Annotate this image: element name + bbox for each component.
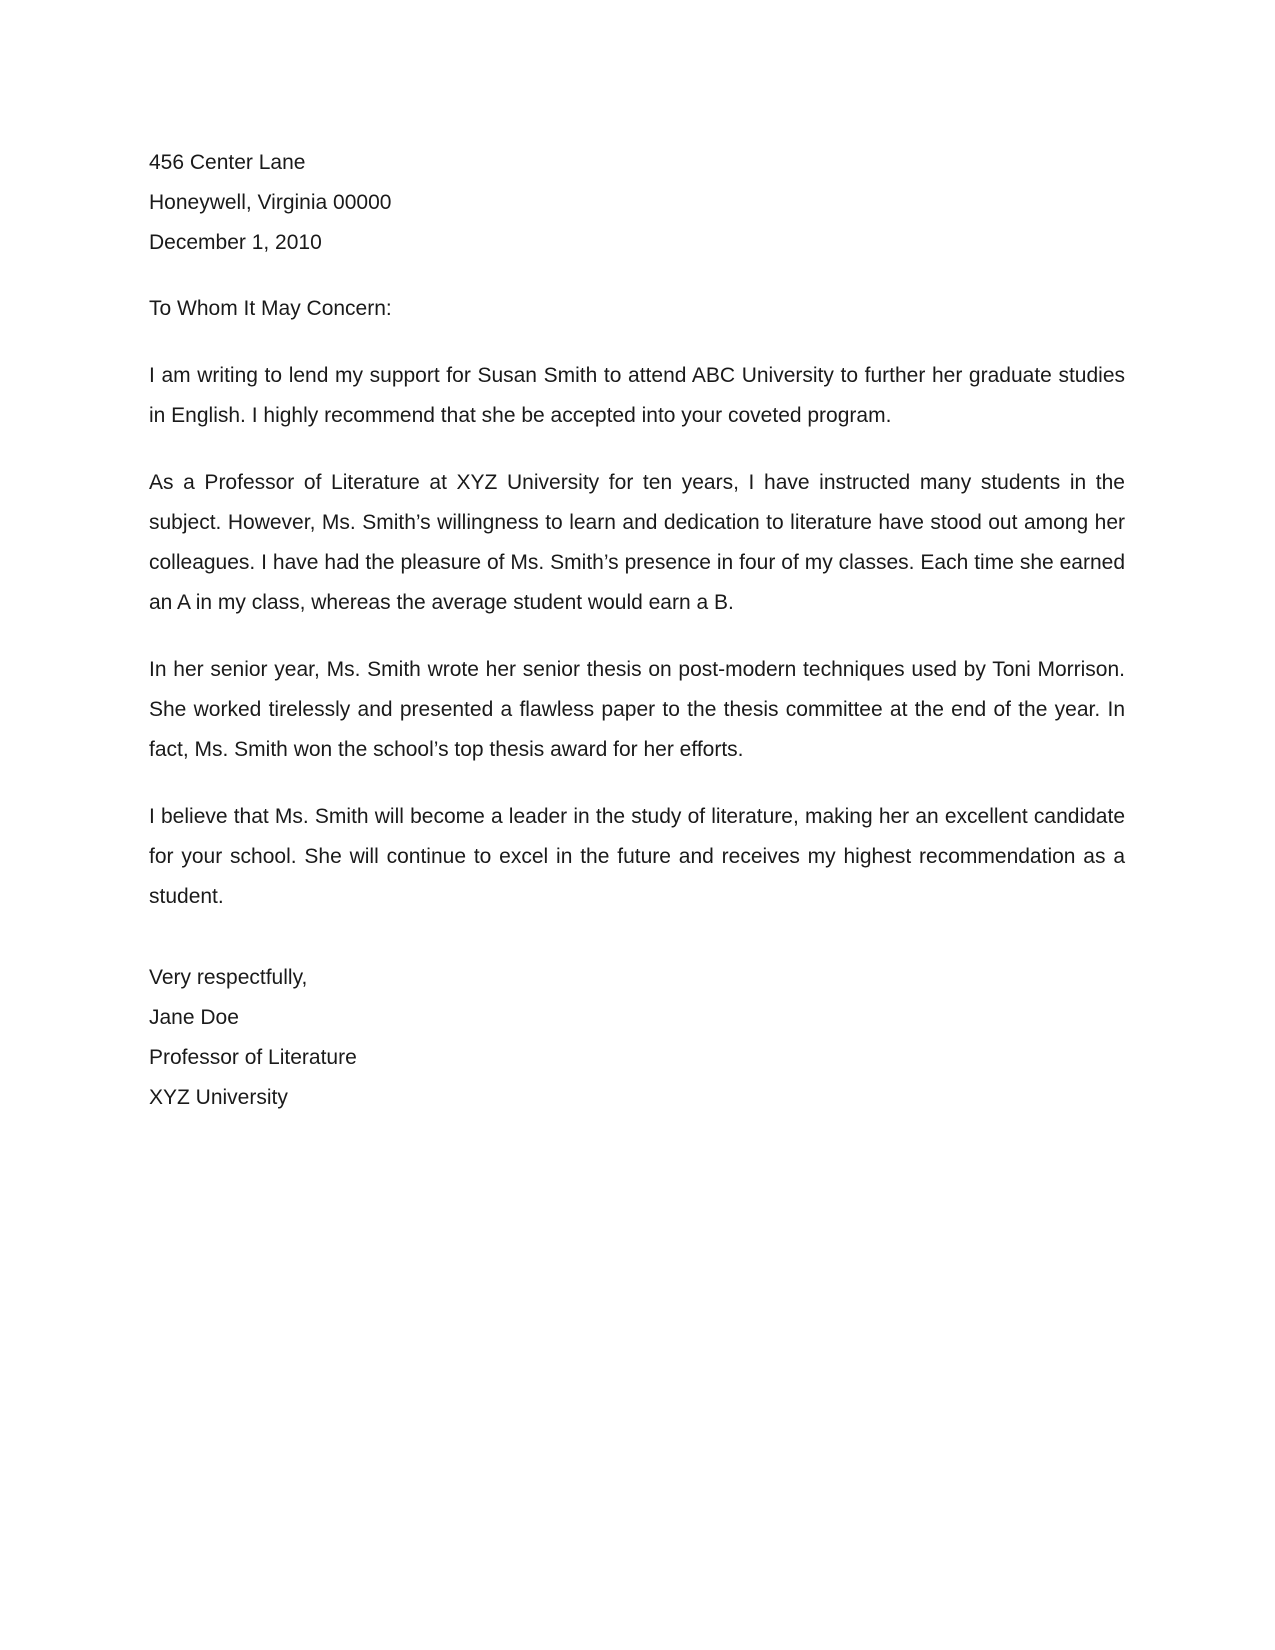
sender-street: 456 Center Lane: [149, 151, 306, 174]
signer-title: Professor of Literature: [149, 1046, 357, 1069]
valediction: Very respectfully,: [149, 966, 308, 989]
sender-city-state-zip: Honeywell, Virginia 00000: [149, 191, 392, 214]
body-paragraph-4: I believe that Ms. Smith will become a leader in the study of literature, making her an excellent candidate for your school. She will continue to excel in the future and receives my highest recommendation as a student.: [149, 805, 1125, 908]
letter-date: December 1, 2010: [149, 231, 322, 254]
signer-name: Jane Doe: [149, 1006, 239, 1029]
signer-institution: XYZ University: [149, 1086, 288, 1109]
body-paragraph-3: In her senior year, Ms. Smith wrote her senior thesis on post-modern techniques used by Toni Morrison. She worked tirelessly and presented a flawless paper to the thesis committee at the end of the year. In fact, Ms. Smith won the school’s top thesis award for her efforts.: [149, 658, 1125, 761]
recommendation-letter: [149, 143, 1125, 1118]
salutation: To Whom It May Concern:: [149, 297, 392, 320]
closing-signature-block: [149, 958, 1125, 1118]
body-paragraph-1: I am writing to lend my support for Susan Smith to attend ABC University to further her graduate studies in English. I highly recommend that she be accepted into your coveted program.: [149, 364, 1125, 427]
letter-body: [149, 356, 1125, 917]
body-paragraph-2: As a Professor of Literature at XYZ University for ten years, I have instructed many students in the subject. However, Ms. Smith’s willingness to learn and dedication to literature have stood out among her colleagues. I have had the pleasure of Ms. Smith’s presence in four of my classes. Each time she earned an A in my class, whereas the average student would earn a B.: [149, 471, 1125, 614]
sender-address-block: [149, 143, 1125, 263]
